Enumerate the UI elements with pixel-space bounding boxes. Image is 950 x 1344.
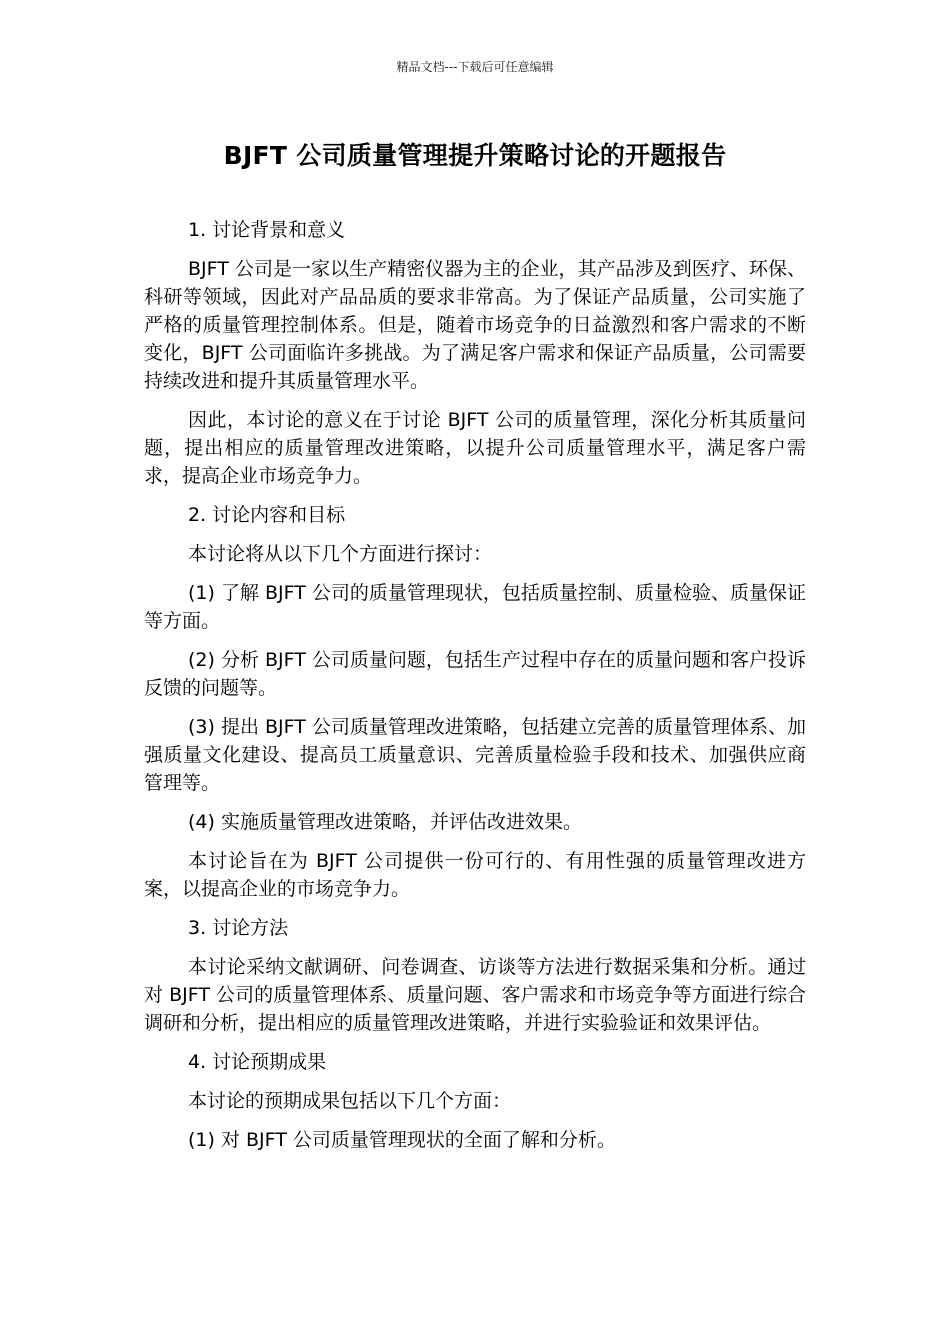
paragraph-significance: 因此，本讨论的意义在于讨论 BJFT 公司的质量管理，深化分析其质量问题，提出相应的质量管理改进策略，以提升公司质量管理水平，满足客户需求，提高企业市场竞争力。 xyxy=(144,409,806,487)
list-item-outcome-1: (1) 对 BJFT 公司质量管理现状的全面了解和分析。 xyxy=(188,1129,616,1151)
section-heading-outcomes: 4. 讨论预期成果 xyxy=(188,1051,327,1073)
document-body xyxy=(144,216,806,1165)
paragraph-background: BJFT 公司是一家以生产精密仪器为主的企业，其产品涉及到医疗、环保、科研等领域，因此对产品品质的要求非常高。为了保证产品质量，公司实施了严格的质量管理控制体系。但是，随着市场竞争的日益激烈和客户需求的不断变化，BJFT 公司面临许多挑战。为了满足客户需求和保证产品质量，公司需要持续改进和提升其质量管理水平。 xyxy=(144,258,806,392)
paragraph-content-intro: 本讨论将从以下几个方面进行探讨： xyxy=(188,543,493,565)
paragraph-outcomes-intro: 本讨论的预期成果包括以下几个方面： xyxy=(188,1090,512,1112)
paragraph-method: 本讨论采纳文献调研、问卷调查、访谈等方法进行数据采集和分析。通过对 BJFT 公司的质量管理体系、质量问题、客户需求和市场竞争等方面进行综合调研和分析，提出相应的质量管理改进策略，并进行实验验证和效果评估。 xyxy=(144,956,806,1034)
list-item-content-4: (4) 实施质量管理改进策略，并评估改进效果。 xyxy=(188,811,582,833)
list-item-content-2: (2) 分析 BJFT 公司质量问题，包括生产过程中存在的质量问题和客户投诉反馈的问题等。 xyxy=(144,649,806,699)
document-title: BJFT 公司质量管理提升策略讨论的开题报告 xyxy=(223,141,727,170)
section-heading-method: 3. 讨论方法 xyxy=(188,917,289,939)
paragraph-goal: 本讨论旨在为 BJFT 公司提供一份可行的、有用性强的质量管理改进方案，以提高企业的市场竞争力。 xyxy=(144,850,806,900)
section-heading-content-goals: 2. 讨论内容和目标 xyxy=(188,504,346,526)
list-item-content-1: (1) 了解 BJFT 公司的质量管理现状，包括质量控制、质量检验、质量保证等方面。 xyxy=(144,582,806,632)
list-item-content-3: (3) 提出 BJFT 公司质量管理改进策略，包括建立完善的质量管理体系、加强质量文化建设、提高员工质量意识、完善质量检验手段和技术、加强供应商管理等。 xyxy=(144,716,806,794)
section-heading-background: 1. 讨论背景和意义 xyxy=(188,219,346,241)
page-header-note: 精品文档---下载后可任意编辑 xyxy=(396,60,554,74)
